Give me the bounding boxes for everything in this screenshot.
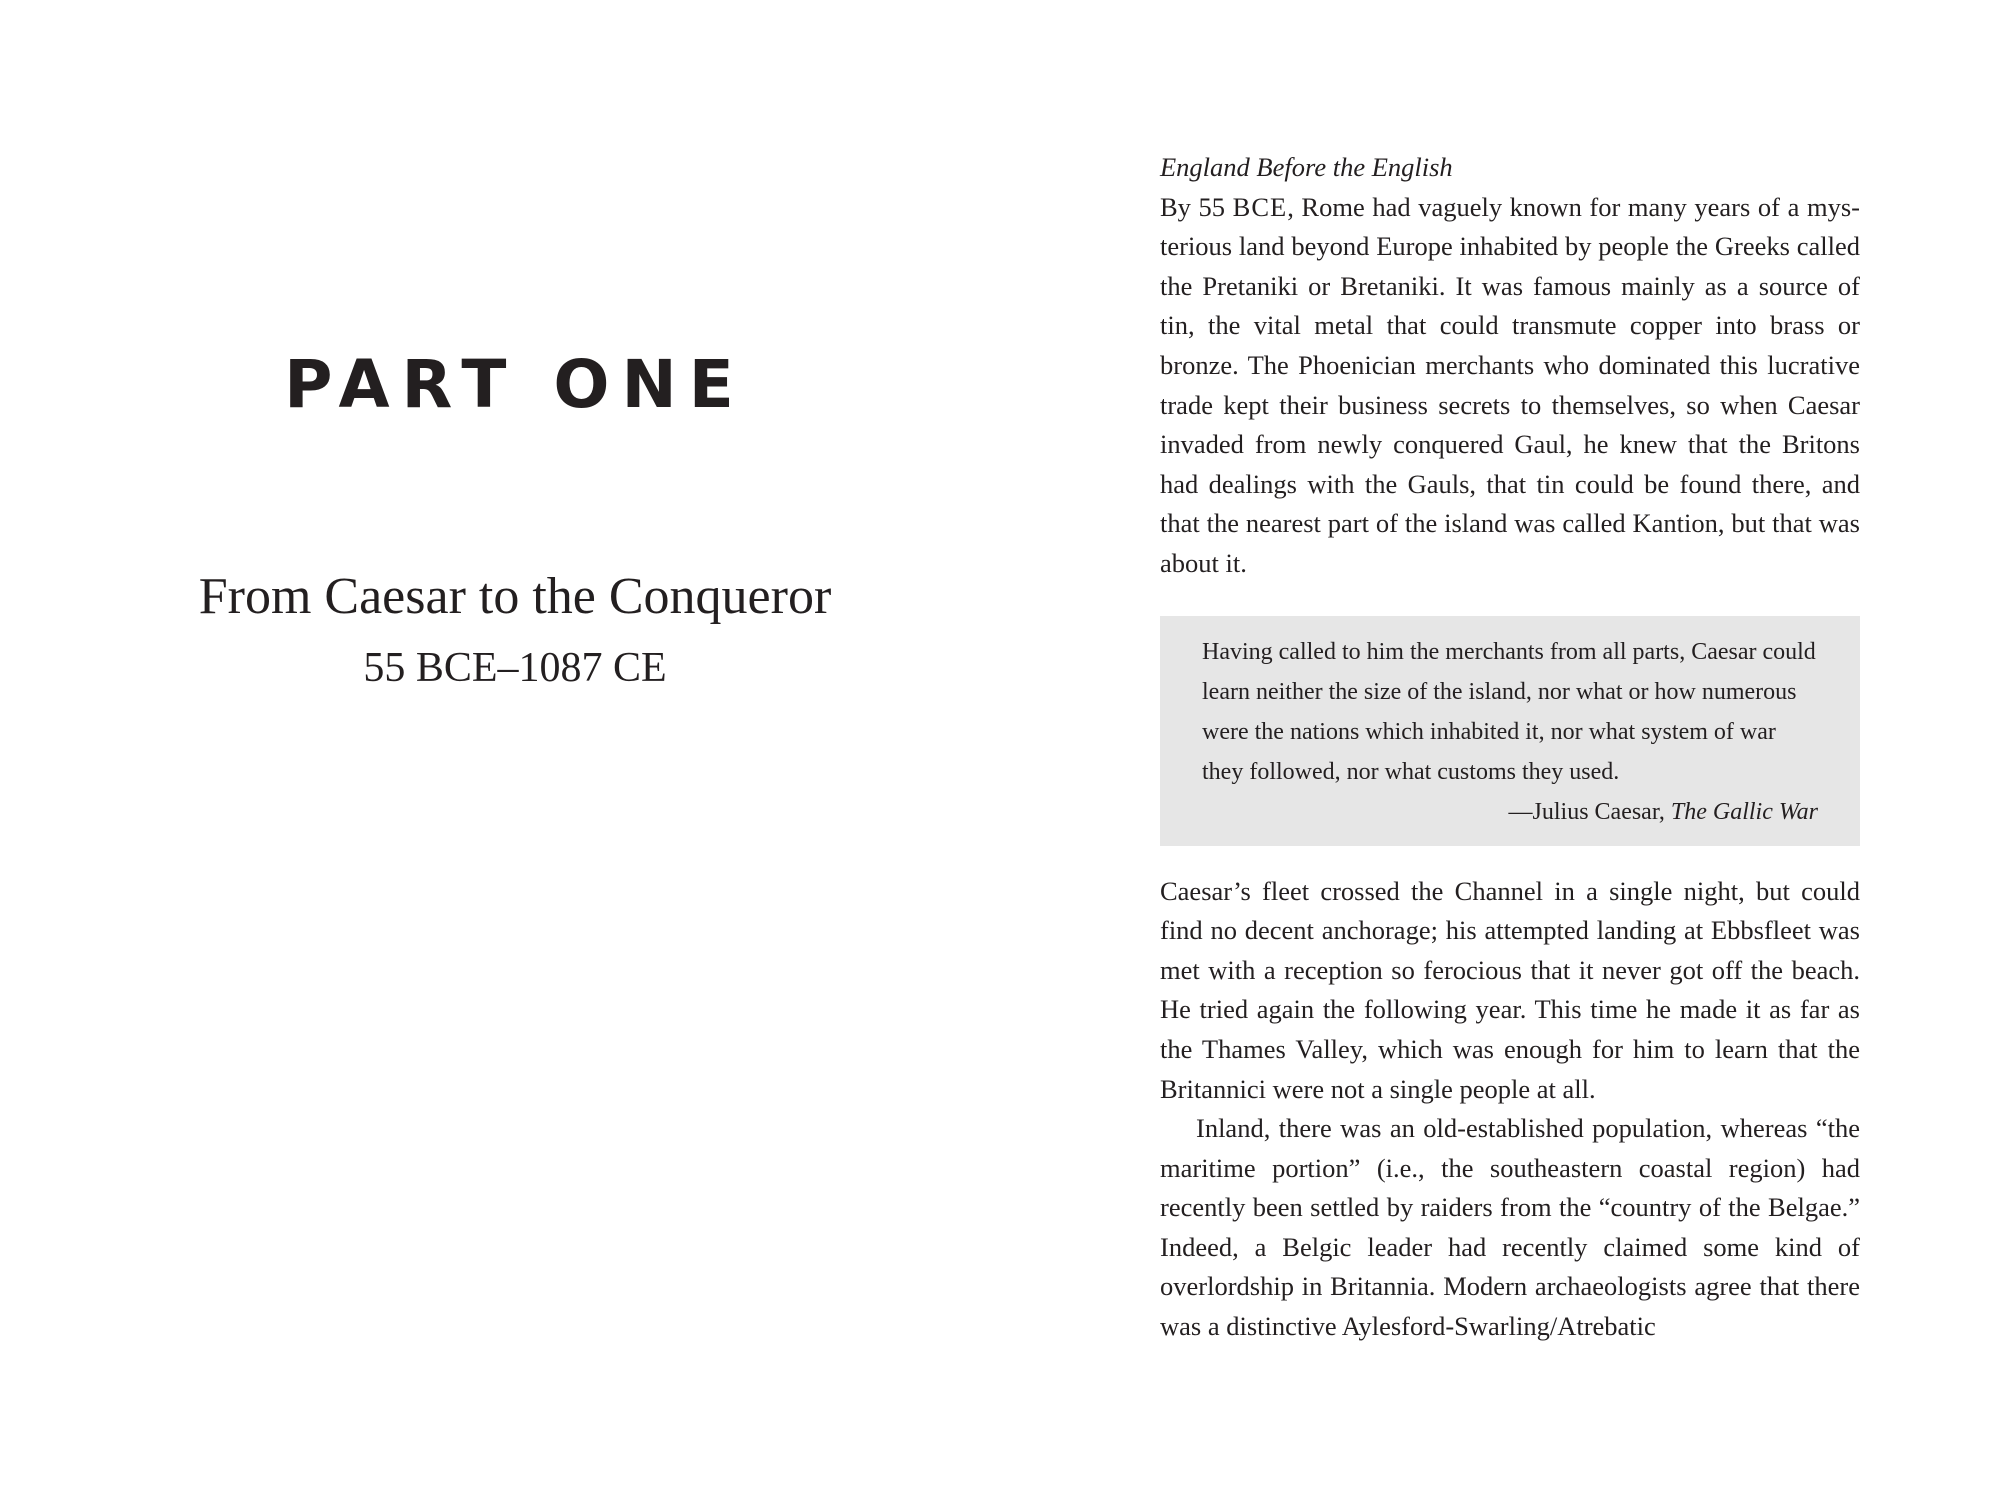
para1-prefix: By 55 [1160,191,1233,222]
section-heading: England Before the English [1160,152,1453,182]
era-abbreviation: BCE [1232,191,1288,222]
part-title: PART ONE [284,346,746,423]
body-paragraph-1 [1160,188,1860,584]
body-paragraph-2: Caesar’s fleet crossed the Channel in a single night, but could find no decent anchorage; his attempted landing at Ebbsfleet was met with a reception so ferocious that it never got off the beach. He tried again the following year. This time he made it as far as the Thames Valley, which was enough for him to learn that the Britannici were not a single people at all. [1160,875,1860,1104]
part-dates: 55 BCE–1087 CE [363,645,667,691]
block-quote [1160,616,1860,846]
quote-text: Having called to him the merchants from all parts, Caesar could learn neither the size of the island, nor what or how numerous were the nations which inhabited it, nor what system of war they followed, nor what customs they used. [1202,638,1816,785]
body-paragraph-3: Inland, there was an old-established population, whereas “the maritime portion” (i.e., the southeastern coastal region) had recently been settled by raiders from the “country of the Belgae.” Indeed, a Belgic leader had recently claimed some kind of overlordship in Britannia. Modern archaeologists agree that there was a distinctive Aylesford-Swarling/Atrebatic [1160,1113,1860,1342]
quote-work-title: The Gallic War [1670,798,1818,825]
quote-author: —Julius Caesar, [1508,798,1671,825]
para1-rest: , Rome had vaguely known for many years of a mysterious land beyond Europe inhabited by people the Greeks called the Pretaniki or Bretaniki. It was famous mainly as a source of tin, the vital metal that could transmute copper into brass or bronze. The Phoenician merchants who dominated this lucrative trade kept their business secrets to themselves, so when Caesar invaded from newly conquered Gaul, he knew that the Britons had dealings with the Gauls, that tin could be found there, and that the nearest part of the island was called Kantion, but that was about it. [1160,191,1860,578]
quote-attribution [1202,792,1818,832]
part-subtitle: From Caesar to the Conqueror [198,568,832,625]
right-page [1160,148,1860,1347]
